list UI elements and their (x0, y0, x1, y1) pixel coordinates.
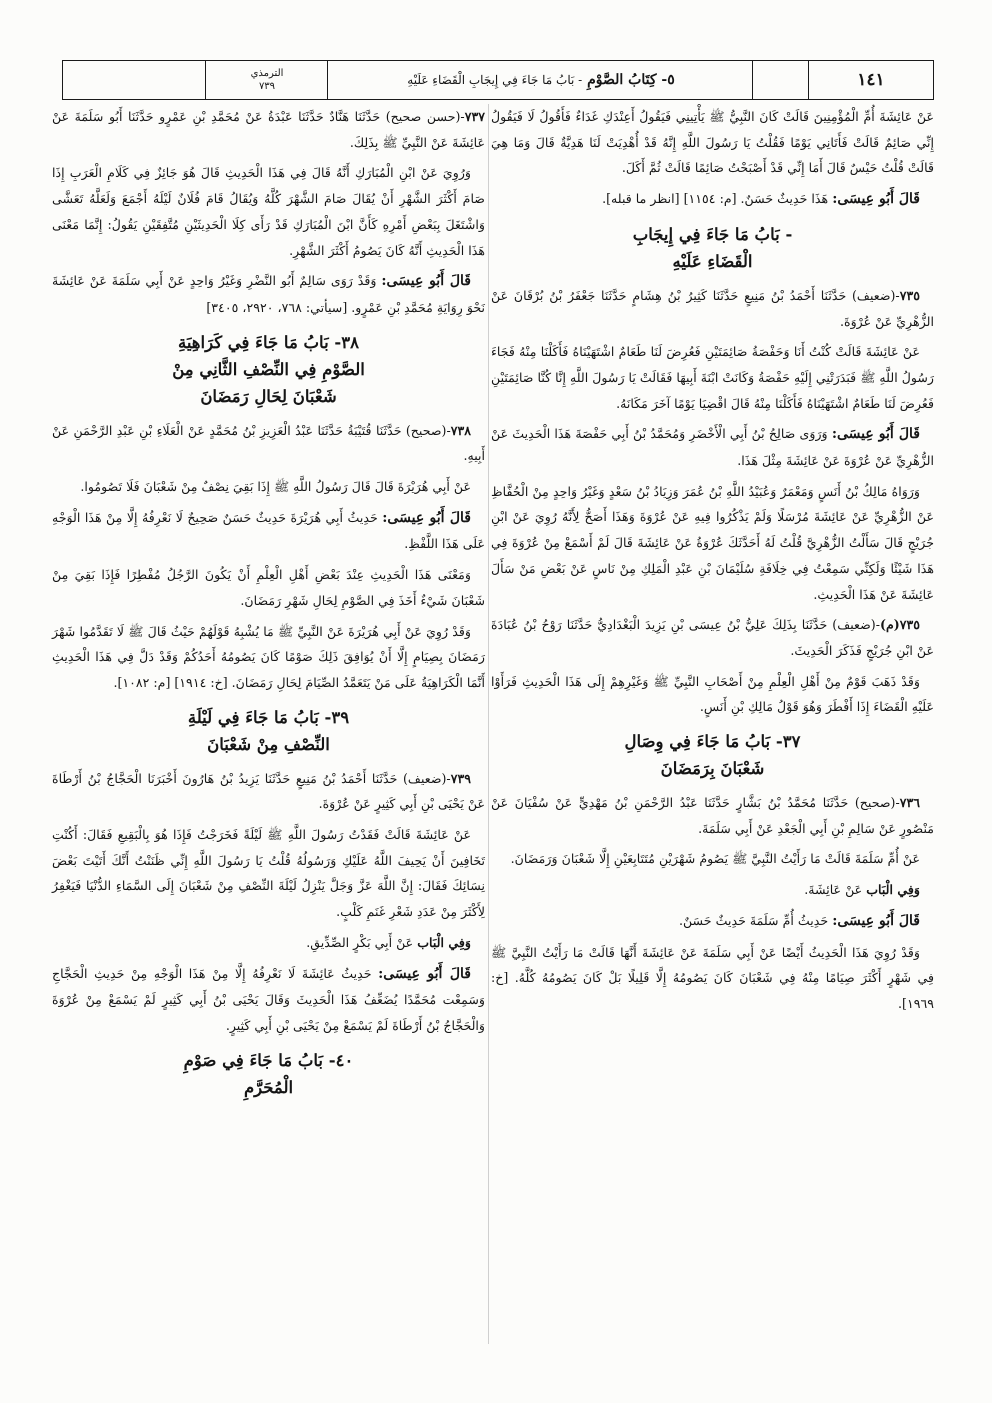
right-column (491, 104, 934, 1344)
column-divider (488, 104, 489, 1344)
chapter-heading-line: الْقَضَاءِ عَلَيْهِ (672, 251, 753, 271)
chapter-heading-line: الصَّوْمِ فِي النِّصْفِ الثَّانِي مِنْ (172, 359, 365, 379)
header-divider (327, 61, 329, 99)
abu-isa-label: قَالَ أَبُو عِيسَى: (382, 509, 471, 526)
hadith-number: ٧٣٥ (899, 287, 920, 303)
abu-isa-note (52, 961, 485, 1039)
abu-isa-label: قَالَ أَبُو عِيسَى: (832, 912, 920, 929)
chapter-heading-line: شَعْبَانَ لِحَالِ رَمَضَانَ (200, 386, 337, 406)
hadith-isnad: -(ضعيف) حَدَّثَنَا بِذَلِكَ عَلِيُّ بْنُ عِيسَى بْنِ يَزِيدَ الْبَغْدَادِيُّ حَدَّثَنَا رَوْحُ بْنُ عُبَادَةَ عَنْ ابْنِ جُرَيْجٍ فَذَكَرَ الْحَدِيثَ. (491, 617, 934, 658)
hadith-number: ٧٣٦ (899, 795, 920, 811)
wafi-al-bab-label: وَفِي الْبَاب (417, 934, 471, 950)
paragraph: عَنْ عَائِشَةَ قَالَتْ فَقَدْتُ رَسُولَ اللَّهِ ﷺ لَيْلَةً فَخَرَجْتُ فَإِذَا هُوَ بِالْبَقِيعِ فَقَالَ: أَكُنْتِ تَخَافِينَ أَنْ يَحِيفَ اللَّهُ عَلَيْكِ وَرَسُولُهُ قُلْتُ يَا رَسُولَ اللَّهِ إِنِّي ظَنَنْتُ أَنَّكَ أَتَيْتَ بَعْضَ نِسَائِكَ فَقَالَ: إِنَّ اللَّهَ عَزَّ وَجَلَّ يَنْزِلُ لَيْلَةَ النِّصْفِ مِنْ شَعْبَانَ إِلَى السَّمَاءِ الدُّنْيَا فَيَغْفِرُ لِأَكْثَرَ مِنْ عَدَدِ شَعْرِ غَنَمِ كَلْبٍ. (52, 827, 485, 920)
paragraph: وَقَدْ ذَهَبَ قَوْمٌ مِنْ أَهْلِ الْعِلْمِ مِنْ أَصْحَابِ النَّبِيِّ ﷺ وَغَيْرِهِمْ إِلَى هَذَا الْحَدِيثِ فَرَأَوْا عَلَيْهِ الْقَضَاءَ إِذَا أَفْطَرَ وَهُوَ قَوْلُ مَالِكِ بْنِ أَنَسٍ. (491, 673, 934, 715)
hadith-isnad: -(حسن صحيح) حَدَّثَنَا هَنَّادٌ حَدَّثَنَا عَبْدَةُ عَنْ مُحَمَّدِ بْنِ عَمْرٍو حَدَّثَنَا أَبُو سَلَمَةَ عَنْ عَائِشَةَ عَنْ النَّبِيِّ ﷺ بِذَلِكَ. (52, 109, 485, 150)
abu-isa-label: قَالَ أَبُو عِيسَى: (832, 191, 920, 208)
abu-isa-note (491, 186, 934, 213)
hadith-number: ٧٣٧ (464, 109, 485, 124)
chapter-heading-38 (52, 329, 485, 410)
chapter-heading-36 (491, 221, 934, 275)
note-text: عَنْ أَبِي بَكْرٍ الصِّدِّيقِ. (306, 934, 418, 950)
note-text: حَدِيثُ أَبِي هُرَيْرَةَ حَدِيثٌ حَسَنٌ صَحِيحٌ لَا نَعْرِفُهُ إِلَّا مِنْ هَذَا الْوَجْهِ عَلَى هَذَا اللَّفْظِ. (52, 509, 485, 552)
tirmidhi-label: الترمذي (250, 68, 284, 79)
chapter-heading-line: ٣٨- بَابُ مَا جَاءَ فِي كَرَاهِيَةِ (177, 332, 360, 352)
hadith-736 (491, 790, 934, 841)
wafi-al-bab-label: وَفِي الْبَاب (866, 882, 920, 898)
tirmidhi-number: ٧٣٩ (258, 81, 276, 92)
hadith-isnad: -(صحيح) حَدَّثَنَا قُتَيْبَةُ حَدَّثَنَا عَبْدُ الْعَزِيزِ بْنُ مُحَمَّدٍ عَنْ الْعَلَاءِ بْنِ عَبْدِ الرَّحْمَنِ عَنْ أَبِيهِ. (52, 422, 485, 464)
chapter-heading-line: النِّصْفِ مِنْ شَعْبَانَ (207, 734, 330, 754)
hadith-isnad: -(ضعيف) حَدَّثَنَا أَحْمَدُ بْنُ مَنِيعٍ حَدَّثَنَا يَزِيدُ بْنُ هَارُونَ أَخْبَرَنَا الْحَجَّاجُ بْنُ أَرْطَاةَ عَنْ يَحْيَى بْنِ أَبِي كَثِيرٍ عَنْ عُرْوَةَ. (52, 770, 485, 812)
paragraph: وَرُوِيَ عَنْ ابْنِ الْمُبَارَكِ أَنَّهُ قَالَ فِي هَذَا الْحَدِيثِ قَالَ هُوَ جَائِزٌ فِي كَلَامِ الْعَرَبِ إِذَا صَامَ أَكْثَرَ الشَّهْرِ أَنْ يُقَالَ صَامَ الشَّهْرَ كُلَّهُ وَيُقَالُ قَامَ فُلَانٌ لَيْلَهُ أَجْمَعَ وَلَعَلَّهُ تَعَشَّى وَاشْتَغَلَ بِبَعْضِ أَمْرِهِ كَأَنَّ ابْنَ الْمُبَارَكِ قَدْ رَأَى كِلَا الْحَدِيثَيْنِ مُتَّفِقَيْنِ يَقُولُ: إِنَّمَا مَعْنَى هَذَا الْحَدِيثِ أَنَّهُ كَانَ يَصُومُ أَكْثَرَ الشَّهْرِ. (52, 165, 485, 258)
paragraph: وَمَعْنَى هَذَا الْحَدِيثِ عِنْدَ بَعْضِ أَهْلِ الْعِلْمِ أَنْ يَكُونَ الرَّجُلُ مُفْطِرًا فَإِذَا بَقِيَ مِنْ شَعْبَانَ شَيْءٌ أَخَذَ فِي الصَّوْمِ لِحَالِ شَهْرِ رَمَضَانَ. (52, 567, 485, 608)
abu-isa-note (491, 908, 934, 935)
left-column (52, 104, 485, 1344)
abu-isa-label: قَالَ أَبُو عِيسَى: (381, 273, 471, 290)
note-text: هَذَا حَدِيثٌ حَسَنٌ. [م: ١١٥٤] [انظر ما قبله]. (602, 191, 833, 207)
note-text: حَدِيثُ عَائِشَةَ لَا نَعْرِفُهُ إِلَّا مِنْ هَذَا الْوَجْهِ مِنْ حَدِيثِ الْحَجَّاجِ وَسَمِعْت مُحَمَّدًا يُضَعِّفُ هَذَا الْحَدِيثَ وَقَالَ يَحْيَى بْنُ أَبِي كَثِيرٍ لَمْ يَسْمَعْ مِنْ عُرْوَةَ وَالْحَجَّاجُ بْنُ أَرْطَاةَ لَمْ يَسْمَعْ مِنْ يَحْيَى بْنِ أَبِي كَثِيرٍ. (52, 965, 485, 1033)
paragraph: وَقَدْ رُوِيَ عَنْ أَبِي هُرَيْرَةَ عَنْ النَّبِيِّ ﷺ مَا يُشْبِهُ قَوْلَهُمْ حَيْثُ قَالَ ﷺ لَا تَقَدَّمُوا شَهْرَ رَمَضَانَ بِصِيَامٍ إِلَّا أَنْ يُوَافِقَ ذَلِكَ صَوْمًا كَانَ يَصُومُهُ أَحَدُكُمْ وَقَدْ دَلَّ فِي هَذَا الْحَدِيثِ أَنَّمَا الْكَرَاهِيَةُ عَلَى مَنْ يَتَعَمَّدُ الصِّيَامَ لِحَالِ رَمَضَانَ. [خ: ١٩١٤] [م: ١٠٨٢]. (52, 623, 485, 690)
chapter-heading-line: - بَابُ مَا جَاءَ فِي إِيجَابِ (632, 224, 793, 244)
note-text: وَقَدْ رَوَى سَالِمٌ أَبُو النَّضْرِ وَغَيْرُ وَاحِدٍ عَنْ أَبِي سَلَمَةَ عَنْ عَائِشَةَ نَحْوَ رِوَايَةِ مُحَمَّدِ بْنِ عَمْرٍو. [سيأتي: ٧٦٨، ٢٩٢٠، ٣٤٠٥] (52, 273, 485, 315)
chapter-heading-40 (52, 1047, 485, 1101)
paragraph: وَقَدْ رُوِيَ هَذَا الْحَدِيثُ أَيْضًا عَنْ أَبِي سَلَمَةَ عَنْ عَائِشَةَ أَنَّهَا قَالَتْ مَا رَأَيْتُ النَّبِيَّ ﷺ فِي شَهْرٍ أَكْثَرَ صِيَامًا مِنْهُ فِي شَعْبَانَ كَانَ يَصُومُهُ إِلَّا قَلِيلًا بَلْ كَانَ يَصُومُهُ كُلَّهُ. [خ: ١٩٦٩]. (491, 944, 934, 1011)
note-text: حَدِيثُ أُمِّ سَلَمَةَ حَدِيثٌ حَسَنٌ. (678, 912, 833, 928)
running-title-sub: - بَابُ مَا جَاءَ فِي إِيجَابِ الْقَضَاءِ عَلَيْهِ (407, 73, 583, 87)
abu-isa-note (491, 421, 934, 473)
hadith-737 (52, 104, 485, 155)
running-header (62, 60, 934, 100)
note-text: عَنْ عَائِشَةَ. (804, 882, 867, 898)
paragraph: عَنْ أُمِّ سَلَمَةَ قَالَتْ مَا رَأَيْتُ النَّبِيَّ ﷺ يَصُومُ شَهْرَيْنِ مُتَتَابِعَيْنِ إِلَّا شَعْبَانَ وَرَمَضَانَ. (510, 851, 920, 867)
hadith-isnad: -(ضعيف) حَدَّثَنَا أَحْمَدُ بْنُ مَنِيعٍ حَدَّثَنَا كَثِيرُ بْنُ هِشَامٍ حَدَّثَنَا جَعْفَرُ بْنُ بُرْقَانَ عَنْ الزُّهْرِيِّ عَنْ عُرْوَةَ. (491, 287, 934, 329)
abu-isa-label: قَالَ أَبُو عِيسَى: (378, 965, 471, 982)
hadith-738 (52, 418, 485, 469)
page-number: ١٤١ (857, 70, 885, 90)
chapter-heading-line: ٤٠- بَابُ مَا جَاءَ فِي صَوْمِ (183, 1050, 354, 1070)
paragraph: عَنْ أَبِي هُرَيْرَةَ قَالَ قَالَ رَسُولُ اللَّهِ ﷺ إِذَا بَقِيَ نِصْفٌ مِنْ شَعْبَانَ فَلَا تَصُومُوا. (80, 479, 471, 495)
wafi-al-bab (491, 877, 934, 903)
chapter-heading-37 (491, 728, 934, 782)
abu-isa-note (52, 505, 485, 557)
paragraph: عَنْ عَائِشَةَ قَالَتْ كُنْتُ أَنَا وَحَفْصَةُ صَائِمَتَيْنِ فَعُرِضَ لَنَا طَعَامٌ اشْتَهَيْنَاهُ فَأَكَلْنَا مِنْهُ فَجَاءَ رَسُولُ اللَّهِ ﷺ فَبَدَرَتْنِي إِلَيْهِ حَفْصَةُ وَكَانَتْ ابْنَةَ أَبِيهَا فَقَالَتْ يَا رَسُولَ اللَّهِ إِنَّا كُنَّا صَائِمَتَيْنِ فَعُرِضَ لَنَا طَعَامٌ اشْتَهَيْنَاهُ فَأَكَلْنَا مِنْهُ قَالَ اقْضِيَا يَوْمًا آخَرَ مَكَانَهُ. (491, 344, 934, 411)
paragraph: وَرَوَاهُ مَالِكُ بْنُ أَنَسٍ وَمَعْمَرٌ وَعُبَيْدُ اللَّهِ بْنُ عُمَرَ وَزِيَادُ بْنُ سَعْدٍ وَغَيْرُ وَاحِدٍ مِنْ الْحُفَّاظِ عَنْ الزُّهْرِيِّ عَنْ عَائِشَةَ مُرْسَلًا وَلَمْ يَذْكُرُوا فِيهِ عَنْ عُرْوَةَ وَهَذَا أَصَحُّ لِأَنَّهُ رُوِيَ عَنْ ابْنِ جُرَيْجٍ قَالَ سَأَلْتُ الزُّهْرِيَّ قُلْتُ لَهُ أَحَدَّثَكَ عُرْوَةُ عَنْ عَائِشَةَ قَالَ لَمْ أَسْمَعْ مِنْ عُرْوَةَ فِي هَذَا شَيْئًا وَلَكِنِّي سَمِعْتُ فِي خِلَافَةِ سُلَيْمَانَ بْنِ عَبْدِ الْمَلِكِ مِنْ نَاسٍ عَنْ بَعْضِ مَنْ سَأَلَ عَائِشَةَ عَنْ هَذَا الْحَدِيثِ. (491, 483, 934, 602)
hadith-number: ٧٣٥(م) (879, 617, 920, 633)
chapter-heading-line: الْمُحَرَّمِ (243, 1077, 294, 1097)
hadith-735m (491, 612, 934, 663)
header-divider (752, 61, 754, 99)
paragraph: عَنْ عَائِشَةَ أُمِّ الْمُؤْمِنِينَ قَالَتْ كَانَ النَّبِيُّ ﷺ يَأْتِينِي فَيَقُولُ أَعِنْدَكِ غَدَاءٌ فَأَقُولُ لَا فَيَقُولُ إِنِّي صَائِمٌ قَالَتْ فَأَتَانِي يَوْمًا فَقُلْتُ يَا رَسُولَ اللَّهِ إِنَّهُ قَدْ أُهْدِيَتْ لَنَا هَدِيَّةٌ قَالَ وَمَا هِيَ قَالَتْ قُلْتُ حَيْسٌ قَالَ أَمَا إِنِّي قَدْ أَصْبَحْتُ صَائِمًا قَالَتْ ثُمَّ أَكَلَ. (491, 109, 934, 176)
note-text: وَرَوَى صَالِحُ بْنُ أَبِي الْأَخْضَرِ وَمُحَمَّدُ بْنُ أَبِي حَفْصَةَ هَذَا الْحَدِيثَ عَنْ الزُّهْرِيِّ عَنْ عُرْوَةَ عَنْ عَائِشَةَ مِثْلَ هَذَا. (491, 426, 934, 469)
hadith-739 (52, 766, 485, 817)
abu-isa-label: قَالَ أَبُو عِيسَى: (831, 426, 920, 443)
running-title (331, 61, 751, 99)
chapter-heading-line: شَعْبَانَ بِرَمَضَانَ (660, 759, 765, 779)
chapter-heading-39 (52, 704, 485, 758)
chapter-heading-line: ٣٩- بَابُ مَا جَاءَ فِي لَيْلَةِ (187, 707, 350, 727)
abu-isa-note (52, 268, 485, 320)
chapter-heading-line: ٣٧- بَابُ مَا جَاءَ فِي وِصَالِ (624, 732, 801, 752)
hadith-isnad: -(صحيح) حَدَّثَنَا مُحَمَّدُ بْنُ بَشَّارٍ حَدَّثَنَا عَبْدُ الرَّحْمَنِ بْنُ مَهْدِيٍّ عَنْ سُفْيَانَ عَنْ مَنْصُورٍ عَنْ سَالِمِ بْنِ أَبِي الْجَعْدِ عَنْ أَبِي سَلَمَةَ. (491, 795, 934, 836)
tirmidhi-number-box (208, 61, 326, 99)
header-divider (808, 61, 810, 99)
hadith-number: ٧٣٩ (450, 770, 471, 786)
running-title-main: ٥- كِتَابُ الصَّوْمِ (587, 72, 675, 88)
header-divider (205, 61, 207, 99)
hadith-735 (491, 283, 934, 334)
wafi-al-bab (52, 930, 485, 956)
hadith-number: ٧٣٨ (450, 422, 471, 438)
